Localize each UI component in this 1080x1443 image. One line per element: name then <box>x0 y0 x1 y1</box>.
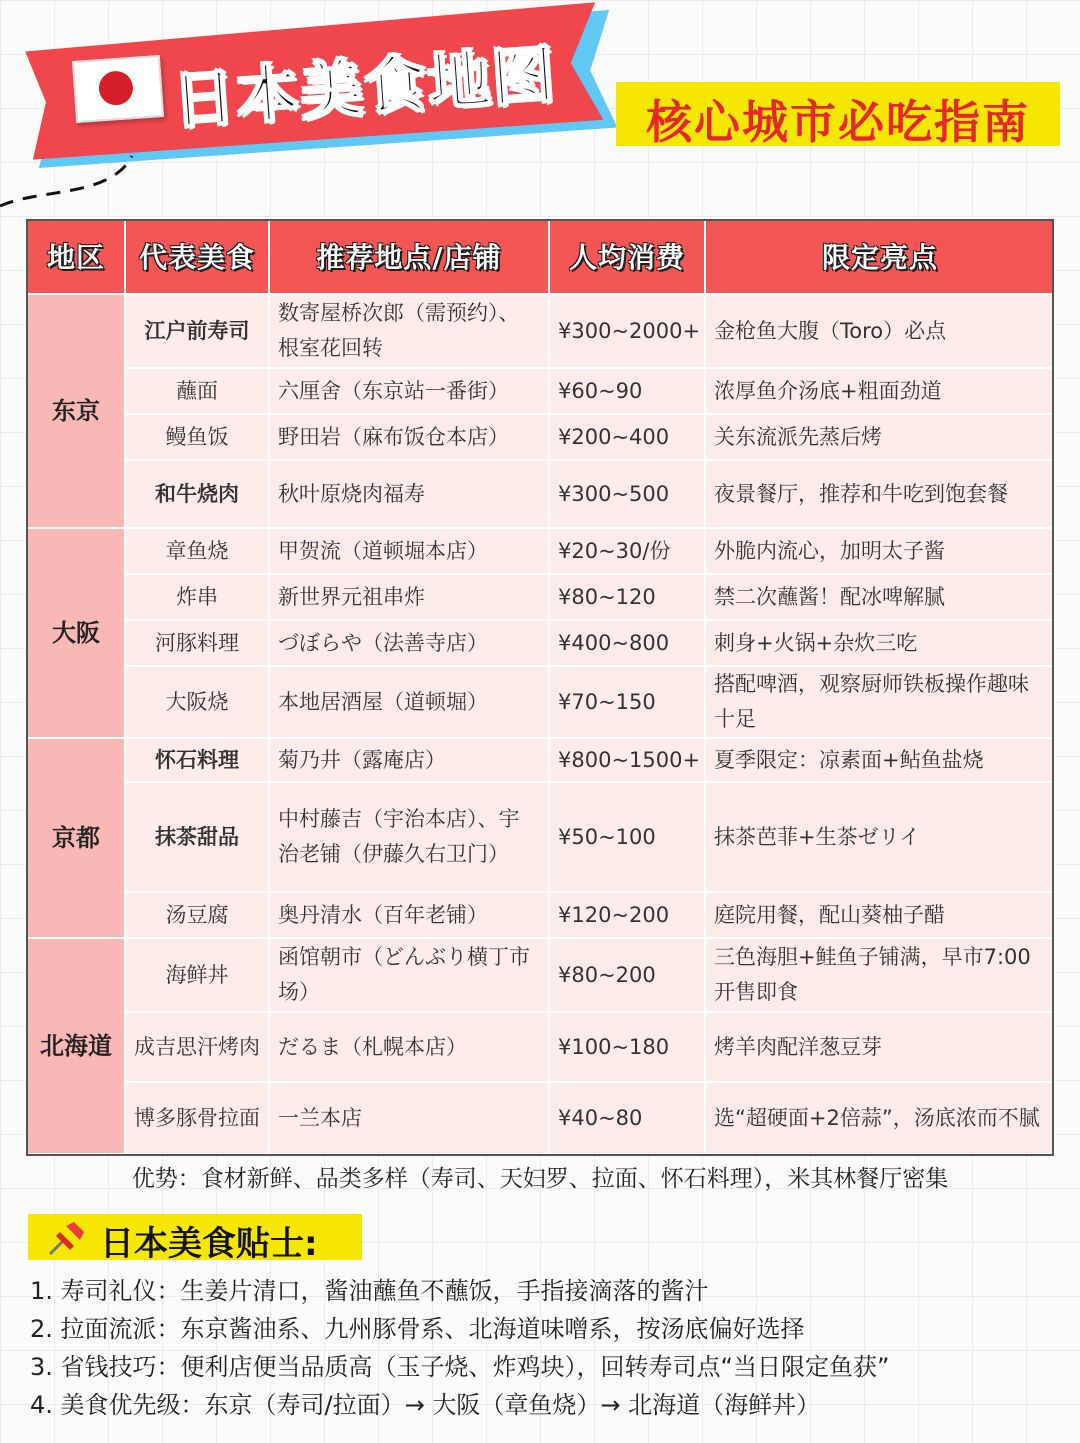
pushpin-icon <box>44 1218 88 1258</box>
price-cell: ¥300~2000+ <box>549 294 705 368</box>
dish-cell: 成吉思汗烤肉 <box>125 1012 269 1082</box>
highlight-cell: 选“超硬面+2倍蒜”，汤底浓而不腻 <box>705 1082 1055 1154</box>
price-cell: ¥80~200 <box>549 938 705 1012</box>
dish-cell: 博多豚骨拉面 <box>125 1082 269 1154</box>
subtitle-highlight <box>616 82 1060 149</box>
region-cell: 京都 <box>27 738 125 938</box>
price-cell: ¥20~30/份 <box>549 528 705 574</box>
place-cell: 本地居酒屋（道顿堀） <box>269 666 549 738</box>
table-row <box>27 782 1055 892</box>
tip-item: 2. 拉面流派：东京酱油系、九州豚骨系、北海道味噌系，按汤底偏好选择 <box>30 1315 805 1343</box>
dish-cell: 和牛烧肉 <box>125 460 269 528</box>
dish-cell: 抹茶甜品 <box>125 782 269 892</box>
dish-cell: 河豚料理 <box>125 620 269 666</box>
place-cell: 六厘舍（东京站一番街） <box>269 368 549 414</box>
tip-item: 1. 寿司礼仪：生姜片清口，酱油蘸鱼不蘸饭，手指接滴落的酱汁 <box>30 1277 709 1305</box>
table-row <box>27 938 1055 1012</box>
dish-cell: 鳗鱼饭 <box>125 414 269 460</box>
table-row <box>27 414 1055 460</box>
place-cell: 新世界元祖串炸 <box>269 574 549 620</box>
table-row <box>27 892 1055 938</box>
price-cell: ¥80~120 <box>549 574 705 620</box>
table-row <box>27 460 1055 528</box>
highlight-cell: 禁二次蘸酱！配冰啤解腻 <box>705 574 1055 620</box>
place-cell: 菊乃井（露庵店） <box>269 738 549 782</box>
table-row <box>27 294 1055 368</box>
header-region: 地区 <box>27 219 125 294</box>
dish-cell: 章鱼烧 <box>125 528 269 574</box>
place-cell: 野田岩（麻布饭仓本店） <box>269 414 549 460</box>
price-cell: ¥300~500 <box>549 460 705 528</box>
price-cell: ¥120~200 <box>549 892 705 938</box>
table-row <box>27 1082 1055 1154</box>
header-dish: 代表美食 <box>125 219 269 294</box>
tip-item: 4. 美食优先级：东京（寿司/拉面）→ 大阪（章鱼烧）→ 北海道（海鲜丼） <box>30 1391 821 1419</box>
highlight-cell: 浓厚鱼介汤底+粗面劲道 <box>705 368 1055 414</box>
highlight-cell: 外脆内流心，加明太子酱 <box>705 528 1055 574</box>
price-cell: ¥100~180 <box>549 1012 705 1082</box>
header-highlight: 限定亮点 <box>705 219 1055 294</box>
region-cell: 北海道 <box>27 938 125 1154</box>
highlight-cell: 夜景餐厅，推荐和牛吃到饱套餐 <box>705 460 1055 528</box>
highlight-cell: 三色海胆+鲑鱼子铺满，早市7:00开售即食 <box>705 938 1055 1012</box>
place-cell: 奥丹清水（百年老铺） <box>269 892 549 938</box>
food-table <box>26 219 1054 1155</box>
table-row <box>27 620 1055 666</box>
place-cell: 甲贺流（道顿堀本店） <box>269 528 549 574</box>
tips-title: 日本美食贴士: <box>100 1224 318 1264</box>
page-title: 日本美食地图 <box>170 37 559 138</box>
table-row <box>27 574 1055 620</box>
dish-cell: 大阪烧 <box>125 666 269 738</box>
highlight-cell: 金枪鱼大腹（Toro）必点 <box>705 294 1055 368</box>
price-cell: ¥40~80 <box>549 1082 705 1154</box>
highlight-cell: 关东流派先蒸后烤 <box>705 414 1055 460</box>
dish-cell: 蘸面 <box>125 368 269 414</box>
table-row <box>27 738 1055 782</box>
header-place: 推荐地点/店铺 <box>269 219 549 294</box>
table-row <box>27 666 1055 738</box>
price-cell: ¥70~150 <box>549 666 705 738</box>
price-cell: ¥800~1500+ <box>549 738 705 782</box>
highlight-cell: 搭配啤酒，观察厨师铁板操作趣味十足 <box>705 666 1055 738</box>
place-cell: 中村藤吉（宇治本店）、宇治老铺（伊藤久右卫门） <box>269 782 549 892</box>
dashed-path-decoration <box>0 148 150 218</box>
header-price: 人均消费 <box>549 219 705 294</box>
place-cell: だるま（札幌本店） <box>269 1012 549 1082</box>
place-cell: 函馆朝市（どんぶり横丁市场） <box>269 938 549 1012</box>
japan-flag-icon <box>72 55 164 123</box>
place-cell: づぼらや（法善寺店） <box>269 620 549 666</box>
price-cell: ¥50~100 <box>549 782 705 892</box>
dish-cell: 汤豆腐 <box>125 892 269 938</box>
region-cell: 东京 <box>27 294 125 528</box>
highlight-cell: 刺身+火锅+杂炊三吃 <box>705 620 1055 666</box>
region-cell: 大阪 <box>27 528 125 738</box>
table-row <box>27 1012 1055 1082</box>
table-header-row <box>27 219 1055 294</box>
highlight-cell: 抹茶芭菲+生茶ゼリイ <box>705 782 1055 892</box>
table-row <box>27 368 1055 414</box>
dish-cell: 炸串 <box>125 574 269 620</box>
page-subtitle: 核心城市必吃指南 <box>646 95 1030 149</box>
tips-header <box>28 1214 362 1264</box>
dish-cell: 江户前寿司 <box>125 294 269 368</box>
tips-list <box>30 1272 1070 1424</box>
highlight-cell: 烤羊肉配洋葱豆芽 <box>705 1012 1055 1082</box>
highlight-cell: 夏季限定：凉素面+鲇鱼盐烧 <box>705 738 1055 782</box>
place-cell: 秋叶原烧肉福寿 <box>269 460 549 528</box>
price-cell: ¥400~800 <box>549 620 705 666</box>
dish-cell: 怀石料理 <box>125 738 269 782</box>
advantage-note: 优势：食材新鲜、品类多样（寿司、天妇罗、拉面、怀石料理），米其林餐厅密集 <box>131 1166 949 1192</box>
dish-cell: 海鲜丼 <box>125 938 269 1012</box>
place-cell: 一兰本店 <box>269 1082 549 1154</box>
highlight-cell: 庭院用餐，配山葵柚子醋 <box>705 892 1055 938</box>
price-cell: ¥200~400 <box>549 414 705 460</box>
place-cell: 数寄屋桥次郎（需预约）、根室花回转 <box>269 294 549 368</box>
table-row <box>27 528 1055 574</box>
price-cell: ¥60~90 <box>549 368 705 414</box>
tip-item: 3. 省钱技巧：便利店便当品质高（玉子烧、炸鸡块），回转寿司点“当日限定鱼获” <box>30 1353 890 1381</box>
